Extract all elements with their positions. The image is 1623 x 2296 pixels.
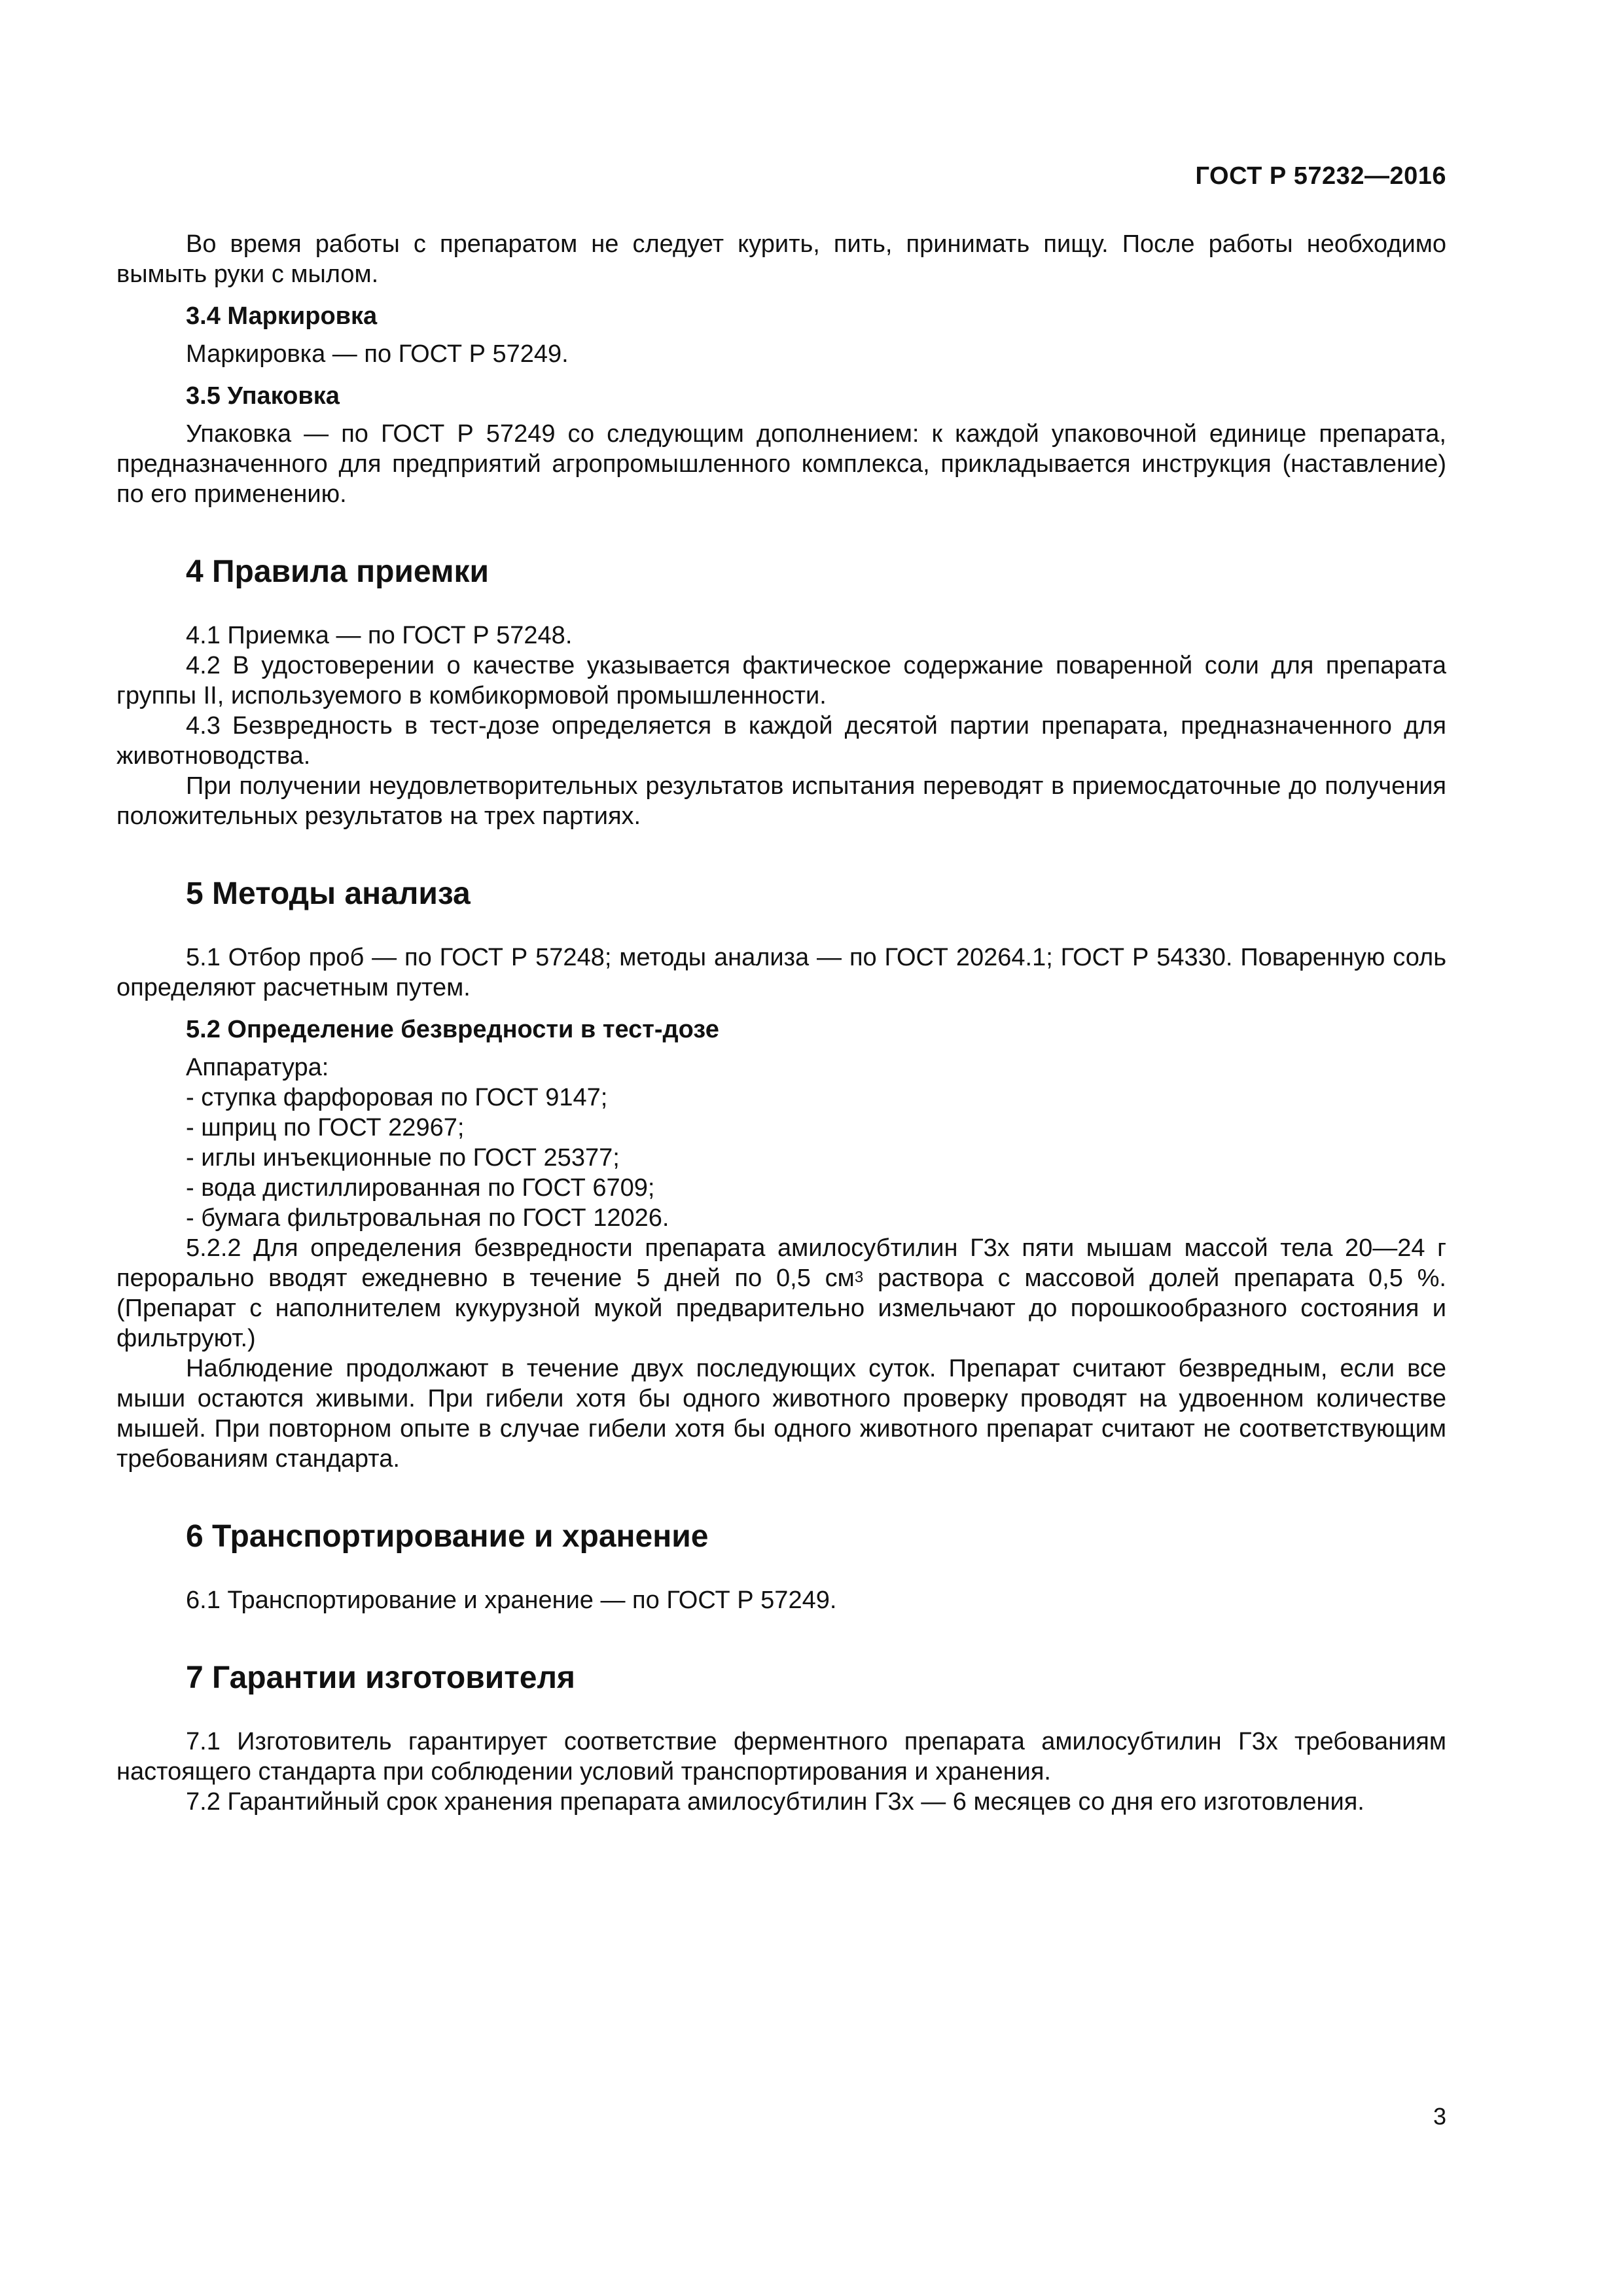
section-4-2: 4.2 В удостоверении о качестве указывается фактическое содержание поваренной соли для препарата группы II, используемого в комбикормовой промышленности. — [116, 652, 1446, 709]
section-3-5-title: 3.5 Упаковка — [186, 382, 340, 410]
section-5-2-title: 5.2 Определение безвредности в тест-дозе — [186, 1016, 719, 1043]
list-item: - ступка фарфоровая по ГОСТ 9147; — [186, 1084, 608, 1111]
section-4-3: 4.3 Безвредность в тест-дозе определяется в каждой десятой партии препарата, предназначенного для животноводства. — [116, 712, 1446, 770]
section-5-2-2 — [116, 1233, 1446, 1354]
section-5-title: 5 Методы анализа — [186, 876, 471, 911]
document-id-header: ГОСТ Р 57232—2016 — [1195, 162, 1446, 190]
section-7-1: 7.1 Изготовитель гарантирует соответствие ферментного препарата амилосубтилин Г3х требованиям настоящего стандарта при соблюдении условий транспортирования и хранения. — [116, 1728, 1446, 1785]
section-5-1: 5.1 Отбор проб — по ГОСТ Р 57248; методы анализа — по ГОСТ 20264.1; ГОСТ Р 54330. Поваренную соль определяют расчетным путем. — [116, 944, 1446, 1001]
section-4-1: 4.1 Приемка — по ГОСТ Р 57248. — [186, 622, 573, 649]
safety-note: Во время работы с препаратом не следует курить, пить, принимать пищу. После работы необходимо вымыть руки с мылом. — [116, 230, 1446, 288]
section-3-4-title: 3.4 Маркировка — [186, 302, 378, 330]
section-3-4-text: Маркировка — по ГОСТ Р 57249. — [186, 340, 569, 368]
list-item: - вода дистиллированная по ГОСТ 6709; — [186, 1174, 655, 1202]
section-5-2-2-part-a: 5.2.2 Для определения безвредности препарата амилосубтилин Г3х пяти мышам массой тела 20—24 г перорально вводят ежедневно в течение 5 дней по 0,5 см — [116, 1234, 1446, 1292]
section-5-2-3: Наблюдение продолжают в течение двух последующих суток. Препарат считают безвредным, если все мыши остаются живыми. При гибели хотя бы одного животного проверку проводят на удвоенном количестве мышей. При повторном опыте в случае гибели хотя бы одного животного препарат считают не соответствующим требованиям стандарта. — [116, 1355, 1446, 1473]
page-number: 3 — [1433, 2103, 1446, 2130]
superscript-3: 3 — [854, 1268, 864, 1286]
page-body — [116, 229, 1446, 1817]
list-item: - шприц по ГОСТ 22967; — [186, 1114, 465, 1141]
section-7-2: 7.2 Гарантийный срок хранения препарата амилосубтилин Г3х — 6 месяцев со дня его изготовления. — [186, 1788, 1364, 1816]
apparatus-label: Аппаратура: — [186, 1054, 329, 1081]
section-5-2-2-part-b: раствора с массовой долей препарата 0,5 %. (Препарат с наполнителем кукурузной мукой предварительно измельчают до порошкообразного состояния и фильтруют.) — [116, 1265, 1446, 1352]
list-item: - иглы инъекционные по ГОСТ 25377; — [186, 1144, 620, 1172]
section-6-title: 6 Транспортирование и хранение — [186, 1519, 709, 1554]
section-3-5-text: Упаковка — по ГОСТ Р 57249 со следующим дополнением: к каждой упаковочной единице препарата, предназначенного для предприятий агропромышленного комплекса, прикладывается инструкция (наставление) по его применению. — [116, 420, 1446, 508]
list-item: - бумага фильтровальная по ГОСТ 12026. — [186, 1204, 669, 1232]
section-7-title: 7 Гарантии изготовителя — [186, 1660, 575, 1695]
section-4-title: 4 Правила приемки — [186, 554, 490, 589]
section-6-1: 6.1 Транспортирование и хранение — по ГОСТ Р 57249. — [186, 1587, 837, 1614]
apparatus-list — [116, 1083, 1446, 1233]
section-4-note: При получении неудовлетворительных результатов испытания переводят в приемосдаточные до получения положительных результатов на трех партиях. — [116, 772, 1446, 830]
